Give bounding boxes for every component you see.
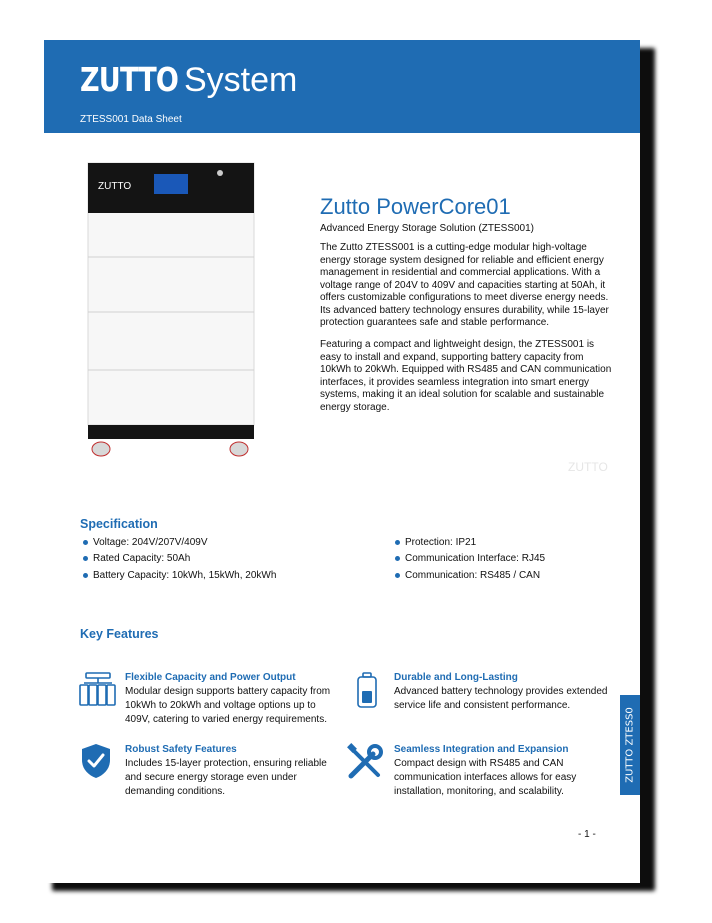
- shield-check-icon: [80, 743, 112, 779]
- spec-list-right: [395, 534, 545, 584]
- spec-text: Communication Interface: RJ45: [405, 553, 546, 565]
- feature-desc-flexible: Modular design supports battery capacity from 10kWh to 20kWh and voltage options up to 409V, catering to varied energy requirements.: [125, 686, 331, 725]
- tools-icon: [346, 743, 384, 781]
- page-number: - 1 -: [578, 829, 596, 840]
- feature-desc-safety: Includes 15-layer protection, ensuring reliable and secure energy storage even under demanding conditions.: [125, 758, 327, 797]
- data-sheet-page: [44, 40, 640, 883]
- spec-text: Communication: RS485 / CAN: [405, 569, 541, 581]
- spec-item: [395, 534, 545, 551]
- bullet-icon: [83, 556, 88, 561]
- device-logo: ZUTTO: [98, 181, 132, 192]
- battery-system-image: [86, 161, 256, 466]
- faint-watermark: ZUTTO: [568, 460, 608, 474]
- product-title: Zutto PowerCore01: [320, 194, 511, 219]
- device-screen: [154, 174, 188, 194]
- specification-heading: Specification: [80, 517, 158, 531]
- brand-name: ZUTTO: [80, 60, 179, 99]
- bullet-icon: [83, 540, 88, 545]
- brand-title: [80, 60, 297, 100]
- intro-paragraph: The Zutto ZTESS001 is a cutting-edge modular high-voltage energy storage system designed for reliable and efficient energy management in residential and commercial applications. With a voltage range of 204V to 409V and capacities starting at 50Ah, it offers customizable configurations to meet diverse energy needs. Its advanced battery technology ensures durability, while 15-layer protection guarantees safe and stable performance.: [320, 242, 609, 328]
- wheel-left: [92, 442, 110, 456]
- spec-list-left: [83, 534, 276, 584]
- bullet-icon: [395, 573, 400, 578]
- feature-title-durable: Durable and Long-Lasting: [394, 672, 518, 683]
- power-button: [217, 170, 223, 176]
- wheel-right: [230, 442, 248, 456]
- battery-icon: [356, 671, 378, 711]
- spec-text: Protection: IP21: [405, 536, 477, 548]
- product-subtitle: Advanced Energy Storage Solution (ZTESS001): [320, 223, 535, 234]
- brand-suffix: System: [184, 61, 298, 99]
- side-tab: [620, 695, 640, 795]
- feature-title-safety: Robust Safety Features: [125, 744, 237, 755]
- feature-title-flexible: Flexible Capacity and Power Output: [125, 672, 296, 683]
- key-features-heading: Key Features: [80, 627, 159, 641]
- bullet-icon: [395, 556, 400, 561]
- feature-title-integration: Seamless Integration and Expansion: [394, 744, 569, 755]
- doc-title: ZTESS001 Data Sheet: [80, 114, 182, 125]
- bullet-icon: [83, 573, 88, 578]
- side-tab-label: ZUTTO ZTESS0: [624, 707, 636, 783]
- spec-text: Rated Capacity: 50Ah: [93, 553, 191, 565]
- feature-desc-durable: Advanced battery technology provides extended service life and consistent performance.: [394, 686, 608, 711]
- spec-item: [83, 567, 276, 584]
- battery-modules-icon: [78, 671, 118, 711]
- spec-item: [395, 551, 545, 568]
- feature-desc-integration: Compact design with RS485 and CAN communication interfaces allows for easy installation, monitoring, and scalability.: [394, 758, 577, 797]
- spec-text: Voltage: 204V/207V/409V: [93, 536, 208, 548]
- spec-item: [395, 567, 545, 584]
- spec-text: Battery Capacity: 10kWh, 15kWh, 20kWh: [93, 569, 277, 581]
- bullet-icon: [395, 540, 400, 545]
- design-paragraph: Featuring a compact and lightweight design, the ZTESS001 is easy to install and expand, supporting battery capacity from 10kWh to 20kWh. Equipped with RS485 and CAN communication interfaces, it provides seamless integration into smart energy systems, making it an ideal solution for scalable and sustainable energy storage.: [320, 339, 612, 413]
- header-banner: [44, 40, 640, 133]
- spec-item: [83, 551, 276, 568]
- spec-item: [83, 534, 276, 551]
